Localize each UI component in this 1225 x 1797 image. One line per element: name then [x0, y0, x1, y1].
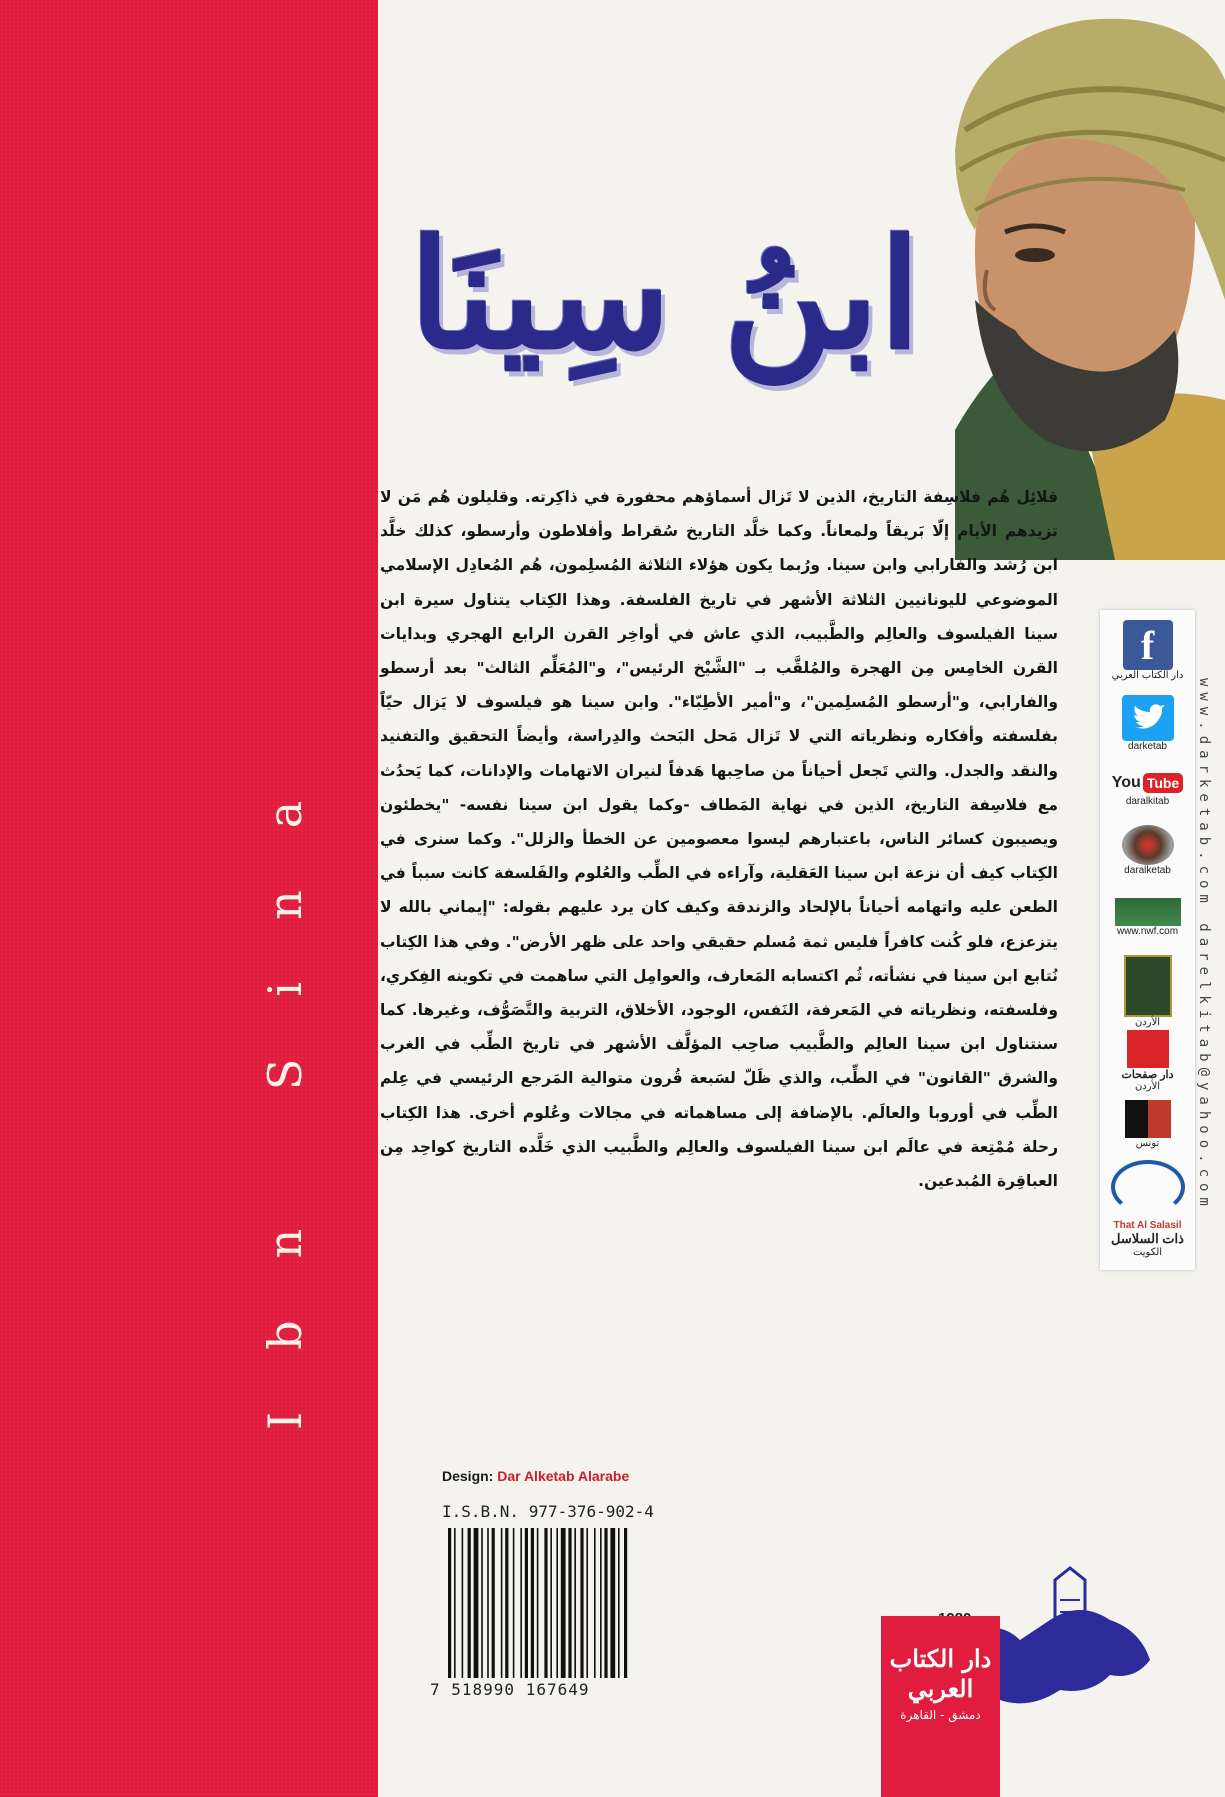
youtube-handle: daralkitab	[1125, 796, 1170, 807]
barcode-bar	[537, 1528, 539, 1678]
barcode-bar	[454, 1528, 456, 1678]
book-title-arabic: ابنُ سِينَا	[409, 207, 921, 383]
partner-3[interactable]	[1100, 1030, 1195, 1092]
spine-panel	[0, 0, 378, 1797]
barcode-number: 7 518990 167649	[430, 1680, 590, 1699]
barcode-bar	[550, 1528, 552, 1678]
barcode-bar	[501, 1528, 503, 1678]
partner-6-en: That Al Salasil	[1113, 1220, 1182, 1231]
barcode-bar	[468, 1528, 471, 1678]
partner-6[interactable]	[1100, 1220, 1195, 1258]
partner-4-logo-icon	[1125, 1100, 1171, 1138]
twitter-handle: darketab	[1128, 741, 1167, 752]
partner-1[interactable]	[1100, 898, 1195, 937]
barcode-bar	[474, 1528, 479, 1678]
youtube-icon	[1113, 770, 1183, 796]
barcode-bar	[481, 1528, 483, 1678]
barcode-bar	[520, 1528, 522, 1678]
publisher-box	[881, 1616, 1000, 1797]
twitter-icon	[1122, 695, 1174, 741]
partner-2-caption: الأردن	[1134, 1017, 1161, 1028]
partner-4[interactable]	[1100, 1100, 1195, 1149]
portrait-illustration	[935, 0, 1225, 560]
spine-title: Ibn Sina	[258, 738, 312, 1430]
social-strip	[1100, 610, 1195, 1270]
barcode-bar	[580, 1528, 583, 1678]
barcode-bar	[544, 1528, 547, 1678]
facebook-caption: دار الكتاب العربي	[1111, 670, 1184, 681]
channel-handle: daralketab	[1124, 865, 1171, 876]
barcode-bar	[586, 1528, 588, 1678]
barcode-bar	[610, 1528, 615, 1678]
twitter-item[interactable]	[1100, 695, 1195, 752]
partner-1-logo-icon	[1115, 898, 1181, 926]
design-credit	[442, 1468, 629, 1484]
publisher-name: دار الكتاب العربي	[889, 1644, 992, 1703]
barcode-bar	[487, 1528, 489, 1678]
youtube-item[interactable]	[1100, 770, 1195, 807]
partner-1-caption: www.nwf.com	[1116, 926, 1179, 937]
design-label: Design:	[442, 1468, 494, 1484]
partner-4-caption: تونس	[1135, 1138, 1160, 1149]
facebook-icon: f	[1123, 620, 1173, 670]
barcode-bar	[525, 1528, 528, 1678]
barcode-bar	[624, 1528, 627, 1678]
eye-logo-icon	[1122, 825, 1174, 865]
barcode-bar	[505, 1528, 508, 1678]
back-cover-blurb: قلائِل هُم فلاسِفة التاريخ، الذين لا تَزال أسماؤهم محفورة في ذاكِرته. وقليلون هُم مَن لا تزيدهم الأيام إلّا بَريقاً ولمعاناً. وكما خلَّد التاريخ سُقراط وأفلاطون وأرسطو، كذلك خلَّد ابن رُشد والفارابي وابن سينا. ورُبما يكون هؤلاء الثلاثة المُسلِمون، هُم المُعادِل الإسلامي الموضوعي لليونانيين الثلاثة الأشهر في تاريخ الفلسفة. وهذا الكِتاب يتناول سيرة ابن سينا الفيلسوف والعالِم والطَّبيب، الذي عاش في أواخِر القرن الرابع الهجري وبدايات القرن الخامِس مِن الهجرة والمُلقَّب بـ "الشَّيْخ الرئيس"، و"المُعَلِّم الثالث" بعد أرسطو والفارابي، و"أرسطو المُسلِمين"، و"أمير الأطِبّاء". وابن سينا هو فيلسوف لا يَزال حيّاً بفلسفته وأفكاره ونظرياته التي لا تَزال مَحل البَحث والدِراسة، وأيضاً التحقيق والتفنيد والنقد والجدل. والتي تَجعل أحياناً من صاحِبها هَدفاً لنيران الاتهامات والإدانات، كما يَحدُث مع فلاسِفة التاريخ، الذين في نهاية المَطاف -وكما يقول ابن سينا نفسه- "يخطئون ويصيبون كسائر الناس، باعتبارهم ليسوا معصومين عن الخطأ والزلل". وكما سنرى في الكِتاب كيف أن نزعة ابن سينا العَقلية، وآراءه في الطِّب والعُلوم والفَلسفة كانت سبباً في الطعن عليه واتهامه أحياناً بالإلحاد والزندقة وكيف كان يرد عليهم بقوله: "إيماني بالله لا يتزعزع، فلو كُنت كافراً فليس ثمة مُسلم حقيقي واحد على ظهر الأرض". وفي هذا الكِتاب نُتابع ابن سينا في نشأته، ثُم اكتسابه المَعارف، والعوامِل التي ساهمت في تكوينه الفِكري، وفلسفته، ونظرياته في المَعرفة، النَفس، الوجود، الأخلاق، التربية والتَّصَوُّف، وغيرها. كما سنتناول ابن سينا العالِم والطَّبيب صاحِب المؤلَّف الأشهر في تاريخ الطِّب في الغرب والشرق "القانون" في الطِّب، والذي ظَلّ لسَبعة قُرون متوالية المَرجع الرئيسي في عِلم الطِّب في أوروبا والعالَم. بالإضافة إلى مساهماته في مجالات وعُلوم أخرى. هذا الكِتاب رحلة مُمْتِعة في عالَم ابن سينا الفيلسوف والعالِم والطَّبيب الذي خَلَّده التاريخ كواحِد مِن العباقِرة المُبدعين.	[380, 488, 1058, 1191]
partner-3-logo-icon	[1127, 1030, 1169, 1068]
partner-2[interactable]	[1100, 955, 1195, 1028]
barcode-bar	[594, 1528, 596, 1678]
publisher-cities: دمشق - القاهرة	[900, 1708, 981, 1722]
barcode-bar	[448, 1528, 451, 1678]
partner-3-caption: الأردن	[1134, 1081, 1161, 1092]
barcode-bar	[574, 1528, 576, 1678]
partner-2-logo-icon	[1124, 955, 1172, 1017]
youtube-you: You	[1111, 774, 1141, 791]
partner-3-name: دار صفحات	[1121, 1069, 1174, 1081]
partner-5[interactable]	[1100, 1160, 1195, 1214]
website-contact: www.darketab.com darelkitab@yahoo.com	[1196, 678, 1212, 1212]
barcode	[448, 1528, 643, 1678]
barcode-bars	[448, 1528, 643, 1678]
barcode-bar	[462, 1528, 464, 1678]
isbn-number: I.S.B.N. 977-376-902-4	[442, 1502, 654, 1521]
barcode-bar	[568, 1528, 571, 1678]
barcode-bar	[492, 1528, 495, 1678]
partner-6-caption: الكويت	[1132, 1247, 1163, 1258]
barcode-bar	[561, 1528, 566, 1678]
barcode-bar	[604, 1528, 607, 1678]
barcode-bar	[600, 1528, 602, 1678]
barcode-bar	[531, 1528, 534, 1678]
barcode-bar	[513, 1528, 515, 1678]
design-value: Dar Alketab Alarabe	[497, 1468, 630, 1484]
partner-5-logo-icon	[1111, 1160, 1185, 1214]
facebook-item[interactable]	[1100, 620, 1195, 681]
channel-item[interactable]	[1100, 825, 1195, 876]
barcode-bar	[618, 1528, 620, 1678]
partner-6-ar: ذات السلاسل	[1111, 1231, 1184, 1246]
youtube-tube: Tube	[1143, 773, 1183, 793]
barcode-bar	[556, 1528, 558, 1678]
